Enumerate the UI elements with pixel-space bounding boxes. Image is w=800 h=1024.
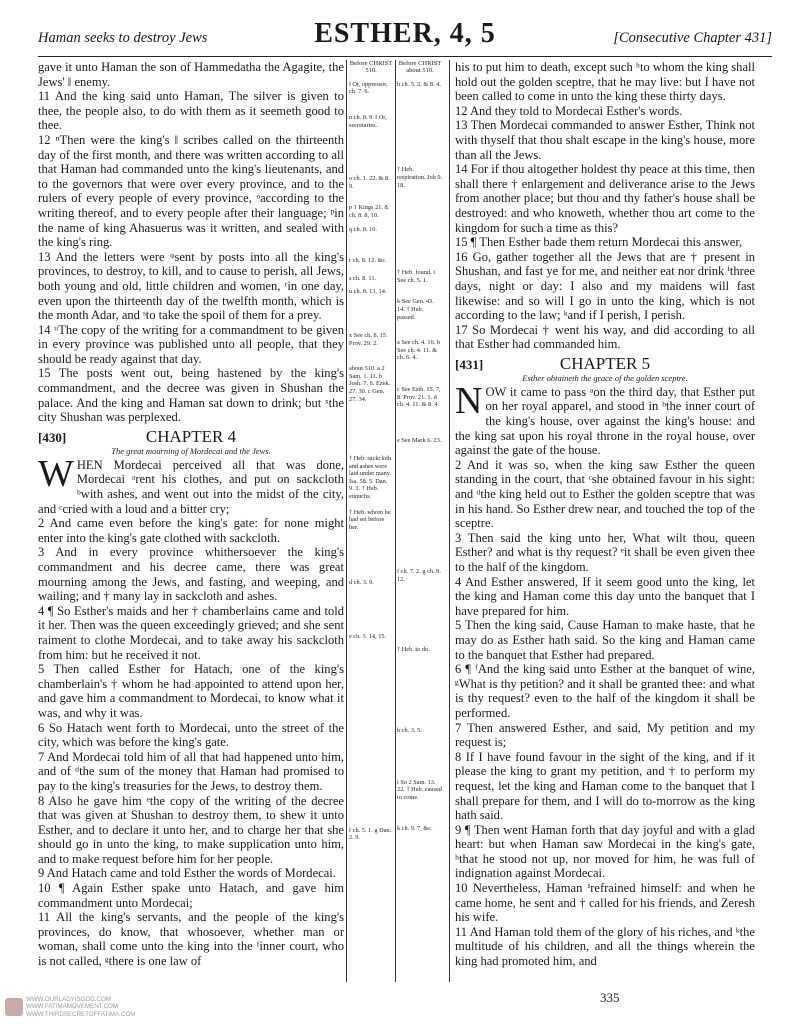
margin-ref: a See ch. 4. 16. b See ch. 4. 11. & ch. 6. 4. [397, 339, 441, 362]
verse: 14 For if thou altogether holdest thy peace at this time, then shall there † enlargement and deliverance arise to the Jews from another place; but thou and thy father's house shall be destroyed: and who knoweth, whether thou art come to the kingdom for such a time as this? [455, 162, 755, 235]
header-left: Haman seeks to destroy Jews [38, 30, 208, 46]
verse: 10 Nevertheless, Haman ⁱrefrained himself: and when he came home, he sent and † called for his friends, and Zeresh his wife. [455, 881, 755, 925]
margin-ref: h ch. 3. 5. [397, 727, 422, 735]
chapter-5-number: [431] [455, 356, 484, 372]
margin-ref: † Heb. whom he had set before her. [349, 508, 391, 531]
margin-ref: e ch. 3. 14, 15. [349, 633, 387, 641]
verse: gave it unto Haman the son of Hammedatha the Agagite, the Jews' ‖ enemy. [38, 60, 344, 89]
left-text-column [38, 60, 344, 969]
margin-ref: u ch. 8. 13, 14. [349, 288, 387, 296]
margin-ref: k See Gen. 43. 14. † Heb. passed. [397, 298, 434, 321]
margin-ref: r ch. 8. 12. &c. [349, 257, 387, 265]
chapter-4-title: CHAPTER 4 [145, 426, 237, 446]
footer-watermark-urls: WWW.OURLADYISGOD.COM WWW.FATIMAMOVEMENT.COM WWW.THIRDSECRETOFFATIMA.COM [26, 996, 136, 1018]
verse: 4 And Esther answered, If it seem good unto the king, let the king and Haman come this day unto the banquet that I have prepared for him. [455, 574, 755, 618]
margin-ref: i So 2 Sam. 13. 22. † Heb. caused to come. [397, 778, 442, 801]
margin-ref: x See ch. 8. 15. Prov. 29. 2. [349, 331, 388, 347]
page-number: 335 [600, 990, 620, 1005]
margin-ref: about 510. a 2 Sam. 1. 11. b Josh. 7. 6. Ezek. 27. 30. c Gen. 27. 34. [349, 365, 391, 403]
verse: his to put him to death, except such ʰto whom the king shall hold out the golden sceptre, that he may live: but I have not been called to come in unto the king these thirty days. [455, 60, 755, 104]
margin-ref: c See Esth. 15. 7, 8. Prov. 21. 1. d ch. 4. 11. & 8. 4. [397, 385, 441, 409]
column-rule-3 [449, 60, 450, 982]
verse: NOW it came to pass ᵃon the third day, that Esther put on her royal apparel, and stood in ᵇthe inner court of the king's house, over against the king's house: and the king sat upon his royal throne in the royal house, over against the gate of the house. [455, 379, 755, 458]
verse: 11 And Haman told them of the glory of his riches, and ᵏthe multitude of his children, and all the things wherein the king had promoted him, and [455, 924, 755, 969]
header-right: [Consecutive Chapter 431] [613, 30, 772, 46]
margin-ref: † Heb. found. i See ch. 5. 1. [397, 269, 435, 284]
column-rule-1 [346, 60, 347, 982]
before-christ-label: Before CHRIST about 510. [398, 60, 442, 75]
chapter-5-summary: Esther obtaineth the grace of the golden sceptre. [522, 372, 688, 383]
verse: 9 And Hatach came and told Esther the words of Mordecai. [38, 866, 336, 881]
column-rule-2 [395, 60, 396, 982]
margin-references-left [349, 60, 393, 846]
verse: 3 Then said the king unto her, What wilt thou, queen Esther? and what is thy request? ᵉit shall be even given thee to the half of the kingdom. [455, 530, 755, 574]
chapter-5-title: CHAPTER 5 [559, 353, 651, 373]
margin-ref: † Heb. sackcloth and ashes were laid under many. Isa. 58. 5. Dan. 9. 3. † Heb. eunuchs. [349, 455, 392, 501]
right-text-column [455, 60, 755, 969]
margin-ref: † Heb. respiration. Job 9. 18. [397, 166, 443, 189]
verse: 5 Then called Esther for Hatach, one of the king's chamberlain's † whom he had appointed to attend upon her, and gave him a commandment to Mordecai, to know what it was, and why it was. [38, 662, 344, 720]
margin-ref: e See Mark 6. 23. [397, 436, 442, 444]
verse: 14 ᵘThe copy of the writing for a commandment to be given in every province was published unto all people, that they should be ready against that day. [38, 322, 344, 366]
verse: 17 So Mordecai † went his way, and did according to all that Esther had commanded him. [455, 322, 755, 352]
verse: 6 So Hatach went forth to Mordecai, unto the street of the city, which was before the king's gate. [38, 720, 344, 750]
verse: 10 ¶ Again Esther spake unto Hatach, and gave him commandment unto Mordecai; [38, 881, 344, 910]
margin-ref: n ch. 8. 9. ‖ Or, secretaries. [349, 114, 387, 129]
margin-ref: h ch. 5. 2. & 8. 4. [397, 80, 441, 88]
verse: 2 And it was so, when the king saw Esther the queen standing in the court, that ᶜshe obtained favour in his sight: and ᵈthe king held out to Esther the golden sceptre that was in his hand. So Esther drew near, and touched the top of the sceptre. [455, 457, 755, 531]
margin-references-right [397, 60, 443, 837]
verse: 11 And the king said unto Haman, The silver is given to thee, the people also, to do with them as it seemeth good to thee. [38, 89, 344, 133]
chapter-4-number: [430] [38, 429, 67, 445]
margin-ref: k ch. 9. 7, &c. [397, 825, 433, 833]
verse: 13 And the letters were ᵠsent by posts into all the king's provinces, to destroy, to kill, and to cause to perish, all Jews, both young and old, little children and women, ʳin one day, even upon the thirteenth day of the twelfth month, which is the month Adar, and ˢto take the spoil of them for a prey. [38, 249, 344, 323]
verse: 9 ¶ Then went Haman forth that day joyful and with a glad heart: but when Haman saw Mordecai in the king's gate, ʰthat he stood not up, nor moved for him, he was full of indignation against Mordecai. [455, 822, 755, 881]
margin-ref: ‖ Or, oppressor, ch. 7. 6. [349, 80, 388, 96]
margin-ref: q ch. 8. 10. [349, 225, 377, 233]
verse: 12 And they told to Mordecai Esther's words. [455, 103, 683, 118]
verse: 11 All the king's servants, and the people of the king's provinces, do know, that whosoever, whether man or woman, shall come unto the king into the ᶠinner court, who is not called, ᵍthere is one law of [38, 910, 344, 969]
margin-ref: † Heb. to do. [397, 645, 430, 653]
verse: 8 If I have found favour in the sight of the king, and if it please the king to grant my petition, and † to perform my request, let the king and Haman come to the banquet that I shall prepare for them, and I will do to-morrow as the king hath said. [455, 749, 755, 823]
margin-ref: f ch. 7. 2. g ch. 9. 12. [397, 568, 441, 583]
verse: 6 ¶ ᶠAnd the king said unto Esther at the banquet of wine, ᵍWhat is thy petition? and it shall be granted thee: and what is thy request? even to the half of the kingdom it shall be performed. [455, 662, 755, 720]
verse: 2 And came even before the king's gate: for none might enter into the king's gate clothed with sackcloth. [38, 516, 344, 545]
verse: 5 Then the king said, Cause Haman to make haste, that he may do as Esther hath said. So the king and Haman came to the banquet that Esther had prepared. [455, 618, 755, 662]
verse: 16 Go, gather together all the Jews that are † present in Shushan, and fast ye for me, and neither eat nor drink ⁱthree days, night or day: I also and my maidens will fast likewise: and so will I go in unto the king, which is not according to the law; ᵏand if I perish, I perish. [455, 249, 755, 323]
verse: 7 And Mordecai told him of all that had happened unto him, and of ᵈthe sum of the money that Haman had promised to pay to the king's treasuries for the Jews, to destroy them. [38, 749, 344, 793]
verse: WHEN Mordecai perceived all that was done, Mordecai ᵃrent his clothes, and put on sackcloth ᵇwith ashes, and went out into the midst of the city, and ᶜcried with a loud and a bitter cry; [38, 452, 344, 516]
header-book-title: ESTHER, 4, 5 [314, 18, 496, 49]
chapter-5-heading [455, 355, 755, 373]
verse: 7 Then answered Esther, and said, My petition and my request is; [455, 720, 755, 750]
verse: 8 Also he gave him ᵉthe copy of the writing of the decree that was given at Shushan to destroy them, to shew it unto Esther, and to declare it unto her, and to charge her that she should go in unto the king, to make supplication unto him, and to make request before him for her people. [38, 793, 344, 866]
drop-cap: W [38, 452, 74, 495]
watermark-logo-icon [5, 998, 23, 1016]
verse: 13 Then Mordecai commanded to answer Esther, Think not with thyself that thou shalt escape in the king's house, more than all the Jews. [455, 118, 755, 162]
verse: 4 ¶ So Esther's maids and her † chamberlains came and told it her. Then was the queen exceedingly grieved; and she sent raiment to clothe Mordecai, and to take away his sackcloth from him: but he received it not. [38, 603, 344, 662]
margin-ref: d ch. 3. 9. [349, 579, 374, 587]
margin-ref: f ch. 5. 1. g Dan. 2. 9. [349, 826, 392, 842]
margin-ref: s ch. 8. 11. [349, 274, 377, 282]
margin-ref: o ch. 1. 22. & 8. 9. [349, 175, 390, 190]
verse: 12 ⁿThen were the king's ‖ scribes called on the thirteenth day of the first month, and there was written according to all that Haman had commanded unto the king's lieutenants, and to the governors that were over every province, and to the rulers of every people of every province, ᵒaccording to the writing thereof, and to every people after their language; ᵖin the name of king Ahasuerus was it written, and sealed with the king's ring. [38, 132, 344, 250]
running-header [38, 18, 772, 57]
before-christ-label: Before CHRIST 510. [349, 60, 393, 75]
verse: 15 The posts went out, being hastened by the king's commandment, and the decree was given in Shushan the palace. And the king and Haman sat down to drink; but ˣthe city Shushan was perplexed. [38, 366, 344, 425]
verse: 3 And in every province whithersoever the king's commandment and his decree came, there was great mourning among the Jews, and fasting, and weeping, and wailing; and † many lay in sackcloth and ashes. [38, 545, 344, 604]
chapter-4-heading [38, 428, 344, 446]
margin-ref: p 1 Kings 21. 8. ch. 8. 8, 10. [349, 204, 390, 219]
verse: 15 ¶ Then Esther bade them return Mordecai this answer, [455, 235, 743, 250]
drop-cap: N [455, 379, 483, 422]
chapter-4-summary: The great mourning of Mordecai and the Jews. [111, 445, 271, 456]
